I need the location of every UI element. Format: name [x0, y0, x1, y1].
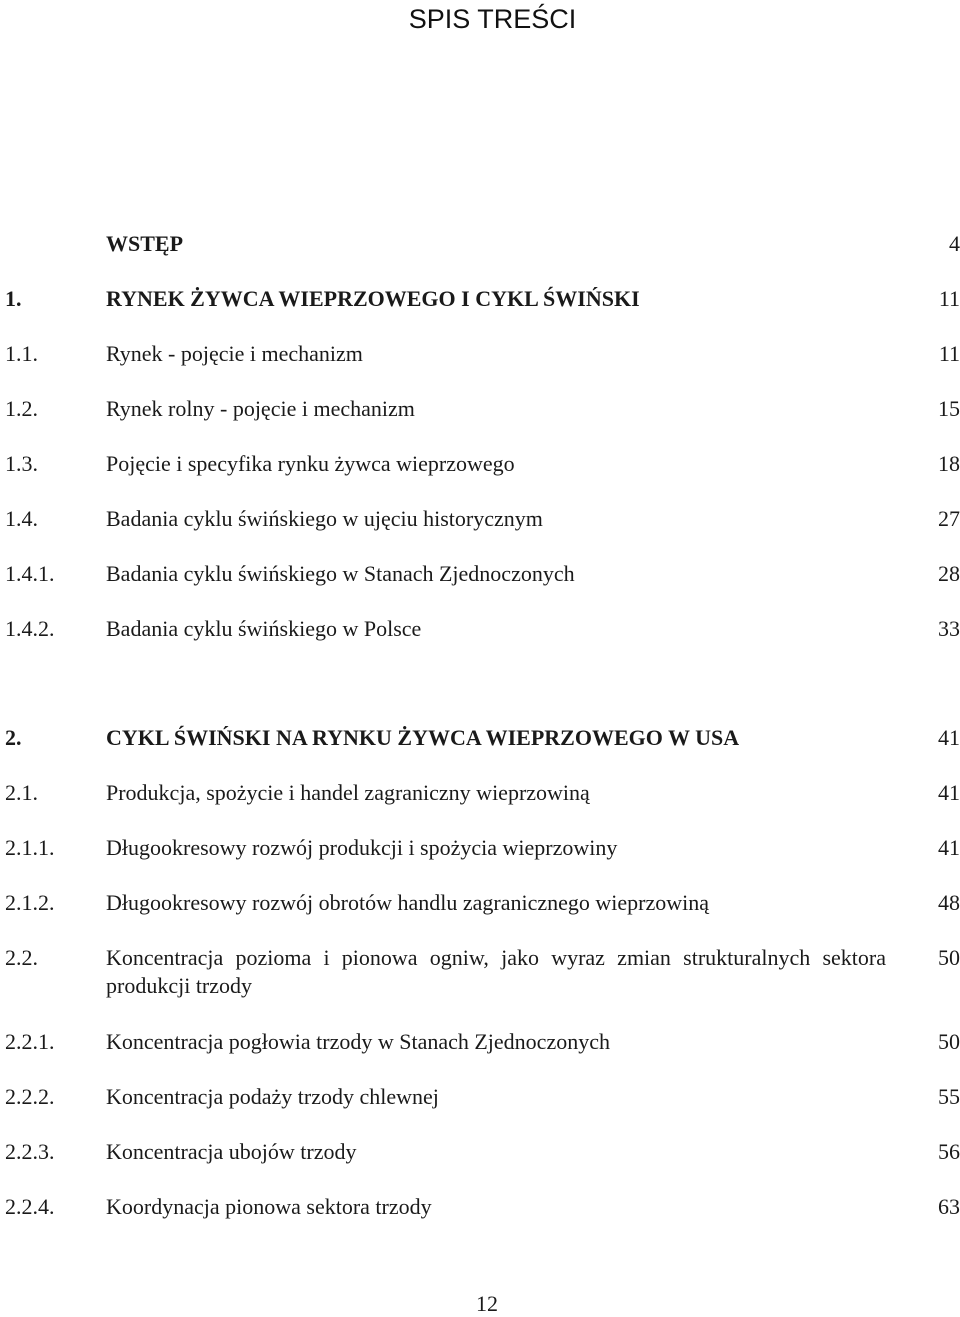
toc-entry-page: 41: [938, 780, 960, 805]
toc-entry-number: 2.: [5, 725, 22, 750]
toc-entry-page: 18: [938, 451, 960, 476]
toc-entry-label: Koncentracja pogłowia trzody w Stanach Zjednoczonych: [106, 1029, 610, 1054]
toc-entry-page: 48: [938, 890, 960, 915]
toc-entry-number: 2.1.2.: [5, 890, 55, 915]
toc-entry-label: Badania cyklu świńskiego w ujęciu historycznym: [106, 506, 543, 531]
toc-entry-label: Długookresowy rozwój produkcji i spożycia wieprzowiny: [106, 835, 618, 860]
toc-entry-page: 50: [938, 945, 960, 970]
toc-entry-page: 15: [938, 396, 960, 421]
toc-entry-number: 2.2.1.: [5, 1029, 55, 1054]
toc-entry-label: Rynek rolny - pojęcie i mechanizm: [106, 396, 415, 421]
toc-entry-page: 28: [938, 561, 960, 586]
toc-entry-page: 50: [938, 1029, 960, 1054]
toc-entry-label: Koncentracja pozioma i pionowa ogniw, jako wyraz zmian strukturalnych sektora produkcji trzody: [106, 945, 886, 998]
toc-entry-label: Długookresowy rozwój obrotów handlu zagranicznego wieprzowiną: [106, 890, 709, 915]
toc-entry-page: 63: [938, 1194, 960, 1219]
page-number: 12: [476, 1291, 498, 1316]
toc-entry-label: WSTĘP: [106, 231, 184, 256]
page-title: SPIS TREŚCI: [408, 4, 577, 34]
toc-entry-number: 2.2.2.: [5, 1084, 55, 1109]
toc-entry-page: 41: [938, 835, 960, 860]
toc-entry-number: 1.1.: [5, 341, 38, 366]
toc-entry-page: 55: [938, 1084, 960, 1109]
toc-entry-number: 2.2.4.: [5, 1194, 55, 1219]
toc-entry-label: Produkcja, spożycie i handel zagraniczny wieprzowiną: [106, 780, 590, 805]
toc-entry-label: CYKL ŚWIŃSKI NA RYNKU ŻYWCA WIEPRZOWEGO W USA: [106, 725, 740, 750]
toc-entry-number: 2.1.1.: [5, 835, 55, 860]
toc-entry-page: 33: [938, 616, 960, 641]
toc-entry-number: 1.4.2.: [5, 616, 55, 641]
toc-entry-page: 4: [949, 231, 960, 256]
toc-entry-number: 2.1.: [5, 780, 38, 805]
toc-entry-page: 11: [938, 286, 960, 311]
toc-entry-number: 1.2.: [5, 396, 38, 421]
toc-entry-number: 2.2.: [5, 945, 38, 970]
toc-entry-number: 1.4.: [5, 506, 38, 531]
toc-entry-label: Koncentracja ubojów trzody: [106, 1139, 357, 1164]
toc-entry-number: 2.2.3.: [5, 1139, 55, 1164]
toc-entry-page: 11: [938, 341, 960, 366]
toc-entry-number: 1.3.: [5, 451, 38, 476]
toc-entry-label: Badania cyklu świńskiego w Stanach Zjednoczonych: [106, 561, 575, 586]
toc-entry-label: Koncentracja podaży trzody chlewnej: [106, 1084, 439, 1109]
toc-entry-label: RYNEK ŻYWCA WIEPRZOWEGO I CYKL ŚWIŃSKI: [106, 286, 640, 311]
toc-entry-page: 56: [938, 1139, 960, 1164]
toc-entry-number: 1.4.1.: [5, 561, 55, 586]
toc-entry-page: 41: [938, 725, 960, 750]
toc-entry-number: 1.: [5, 286, 22, 311]
toc-entry-label: Rynek - pojęcie i mechanizm: [106, 341, 363, 366]
toc-entry-label: Koordynacja pionowa sektora trzody: [106, 1194, 432, 1219]
toc-entry-label: Badania cyklu świńskiego w Polsce: [106, 616, 422, 641]
toc-entry-label: Pojęcie i specyfika rynku żywca wieprzowego: [106, 451, 515, 476]
toc-entry-page: 27: [938, 506, 960, 531]
